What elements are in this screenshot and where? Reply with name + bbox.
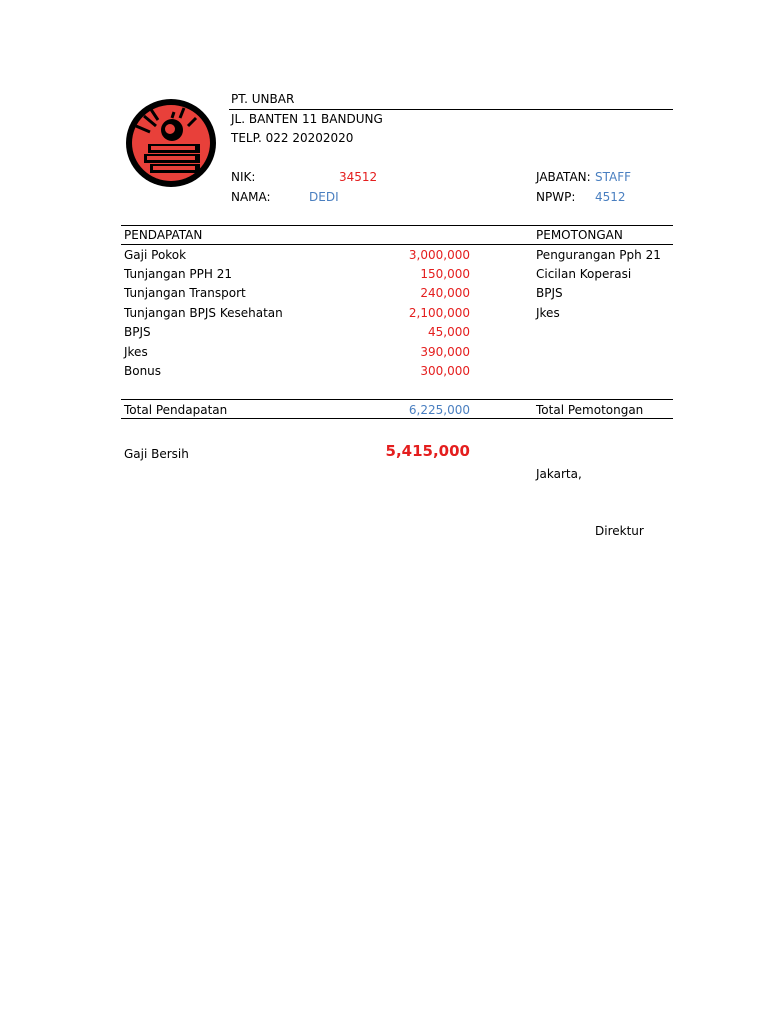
list-item: Tunjangan PPH 21 — [124, 267, 232, 281]
list-item: Cicilan Koperasi — [536, 267, 632, 281]
list-item-value: 2,100,000 — [408, 306, 470, 320]
gaji-bersih-label: Gaji Bersih — [124, 447, 189, 461]
list-item-value: 240,000 — [420, 286, 470, 300]
totals-top-border — [121, 399, 673, 400]
signature-place: Jakarta, — [536, 467, 582, 481]
list-item-value: 3,000,000 — [408, 248, 470, 262]
jabatan-value: STAFF — [595, 170, 632, 184]
company-phone: TELP. 022 20202020 — [231, 131, 354, 145]
table-header-border — [121, 244, 673, 245]
pendapatan-header: PENDAPATAN — [124, 228, 203, 242]
nik-value: 34512 — [339, 170, 378, 184]
header-divider — [229, 109, 673, 110]
list-item: Tunjangan Transport — [124, 286, 246, 300]
nama-value: DEDI — [309, 190, 339, 204]
list-item: Jkes — [124, 345, 148, 359]
pemotongan-header: PEMOTONGAN — [536, 228, 623, 242]
signature-title: Direktur — [595, 524, 644, 538]
list-item: Gaji Pokok — [124, 248, 187, 262]
list-item-value: 45,000 — [428, 325, 470, 339]
company-address: JL. BANTEN 11 BANDUNG — [231, 112, 383, 126]
jabatan-label: JABATAN: — [536, 170, 591, 184]
total-pemotongan-label: Total Pemotongan — [536, 403, 644, 417]
npwp-value: 4512 — [595, 190, 626, 204]
list-item-value: 300,000 — [420, 364, 470, 378]
npwp-label: NPWP: — [536, 190, 576, 204]
list-item: Jkes — [536, 306, 560, 320]
list-item: BPJS — [536, 286, 563, 300]
company-name: PT. UNBAR — [231, 92, 295, 106]
apple-on-books-logo-icon — [124, 96, 218, 190]
list-item: Pengurangan Pph 21 — [536, 248, 661, 262]
table-top-border — [121, 225, 673, 226]
list-item-value: 150,000 — [420, 267, 470, 281]
total-pendapatan-label: Total Pendapatan — [124, 403, 228, 417]
list-item: Tunjangan BPJS Kesehatan — [124, 306, 283, 320]
nik-label: NIK: — [231, 170, 256, 184]
total-pendapatan-value: 6,225,000 — [408, 403, 470, 417]
nama-label: NAMA: — [231, 190, 271, 204]
list-item-value: 390,000 — [420, 345, 470, 359]
gaji-bersih-value: 5,415,000 — [385, 442, 470, 460]
list-item: Bonus — [124, 364, 162, 378]
list-item: BPJS — [124, 325, 151, 339]
totals-bottom-border — [121, 418, 673, 419]
